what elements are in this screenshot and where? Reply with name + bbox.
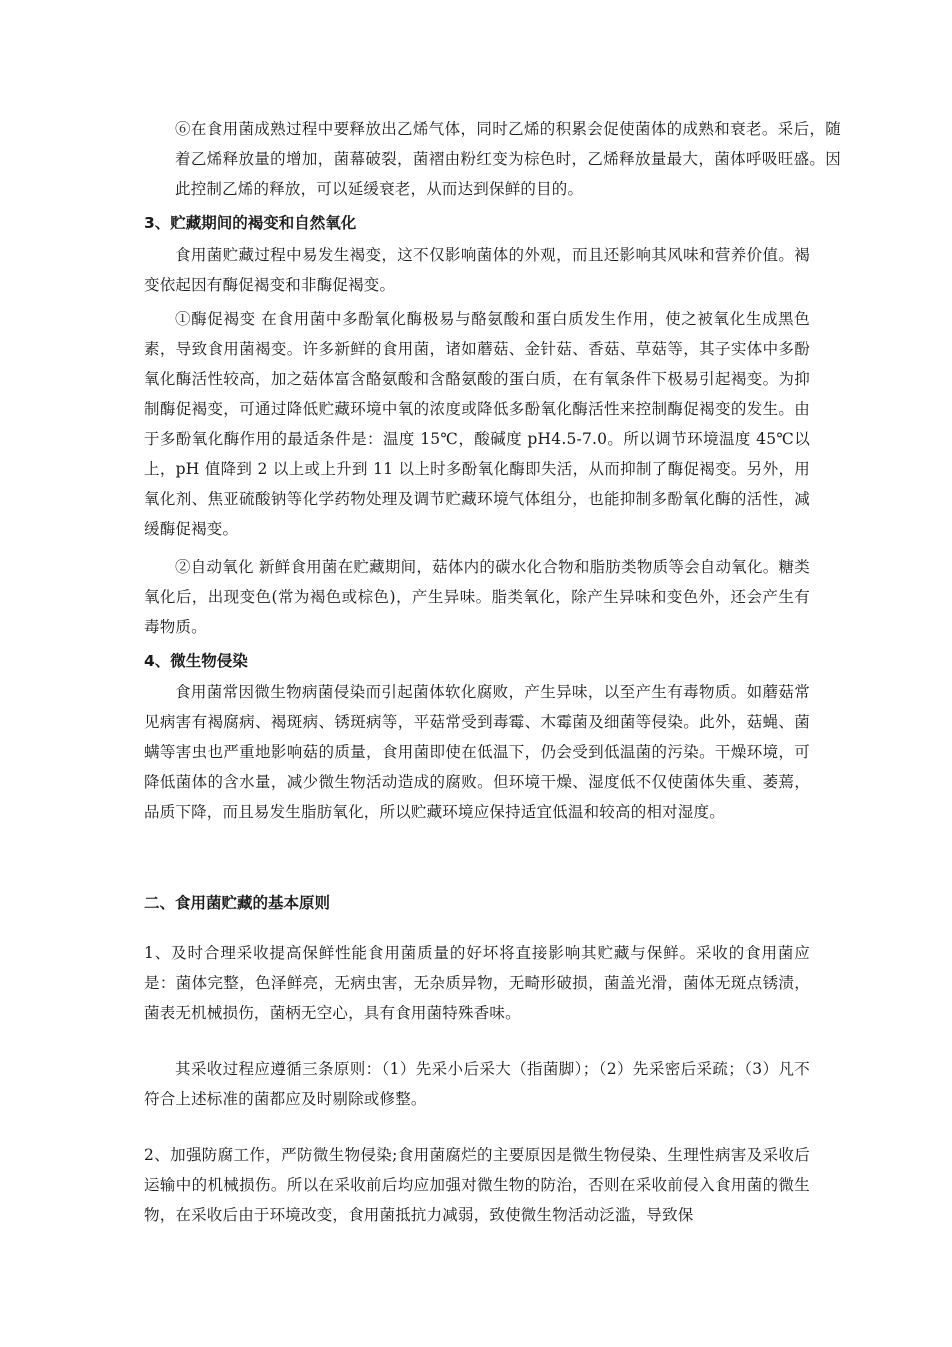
paragraph-harvest-rules: 其采收过程应遵循三条原则：（1）先采小后采大（指菌脚）；（2）先采密后采疏；（3）凡不符合上述标准的菌都应及时剔除或修整。: [144, 1060, 810, 1108]
paragraph-microbial-infection: 食用菌常因微生物病菌侵染而引起菌体软化腐败，产生异味，以至产生有毒物质。如蘑菇常见病害有褐腐病、褐斑病、锈斑病等，平菇常受到毒霉、木霉菌及细菌等侵染。此外，菇蝇、菌螨等害虫也严重地影响菇的质量，食用菌即使在低温下，仍会受到低温菌的污染。干燥环境，可降低菌体的含水量，减少微生物活动造成的腐败。但环境干燥、湿度低不仅使菌体失重、萎蔫，品质下降，而且易发生脂肪氧化，所以贮藏环境应保持适宜低温和较高的相对湿度。: [144, 683, 810, 821]
heading-storage-principles: 二、食用菌贮藏的基本原则: [144, 894, 331, 912]
heading-microbial-infection: 4、微生物侵染: [144, 652, 248, 670]
heading-browning-oxidation: 3、贮藏期间的褐变和自然氧化: [144, 214, 357, 232]
paragraph-browning-intro: 食用菌贮藏过程中易发生褐变，这不仅影响菌体的外观，而且还影响其风味和营养价值。褐变依起因有酶促褐变和非酶促褐变。: [144, 246, 810, 294]
paragraph-autoxidation: ②自动氧化 新鲜食用菌在贮藏期间，菇体内的碳水化合物和脂肪类物质等会自动氧化。糖类氧化后，出现变色(常为褐色或棕色)，产生异味。脂类氧化，除产生异味和变色外，还会产生有毒物质。: [144, 558, 810, 636]
paragraph-principle-antiseptic: 2、加强防腐工作，严防微生物侵染;食用菌腐烂的主要原因是微生物侵染、生理性病害及采收后运输中的机械损伤。所以在采收前后均应加强对微生物的防治，否则在采收前侵入食用菌的微生物，在采收后由于环境改变，食用菌抵抗力减弱，致使微生物活动泛滥，导致保: [144, 1146, 810, 1224]
paragraph-enzymatic-browning: ①酶促褐变 在食用菌中多酚氧化酶极易与酪氨酸和蛋白质发生作用，使之被氧化生成黑色素，导致食用菌褐变。许多新鲜的食用菌，诸如蘑菇、金针菇、香菇、草菇等，其子实体中多酚氧化酶活性较高，加之菇体富含酪氨酸和含酪氨酸的蛋白质，在有氧条件下极易引起褐变。为抑制酶促褐变，可通过降低贮藏环境中氧的浓度或降低多酚氧化酶活性来控制酶促褐变的发生。由于多酚氧化酶作用的最适条件是：温度 15℃，酸碱度 pH4.5-7.0。所以调节环境温度 45℃以上，pH 值降到 2 以上或上升到 11 以上时多酚氧化酶即失活，从而抑制了酶促褐变。另外，用氧化剂、焦亚硫酸钠等化学药物处理及调节贮藏环境气体组分，也能抑制多酚氧化酶的活性，减缓酶促褐变。: [144, 310, 810, 538]
paragraph-principle-harvest: 1、及时合理采收提高保鲜性能食用菌质量的好坏将直接影响其贮藏与保鲜。采收的食用菌应是：菌体完整，色泽鲜亮，无病虫害，无杂质异物，无畸形破损，菌盖光滑，菌体无斑点锈渍，菌表无机械损伤，菌柄无空心，具有食用菌特殊香味。: [144, 944, 810, 1022]
paragraph-ethylene: ⑥在食用菌成熟过程中要释放出乙烯气体，同时乙烯的积累会促使菌体的成熟和衰老。采后，随着乙烯释放量的增加，菌幕破裂，菌褶由粉红变为棕色时，乙烯释放量最大，菌体呼吸旺盛。因此控制乙烯的释放，可以延缓衰老，从而达到保鲜的目的。: [175, 120, 841, 198]
